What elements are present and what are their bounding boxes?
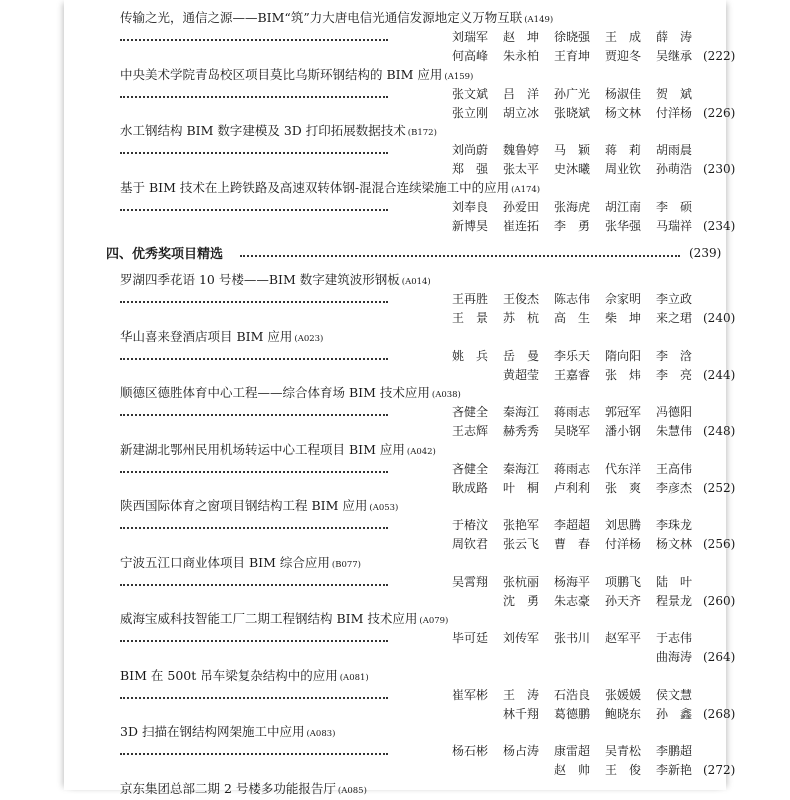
- author-row: [120, 742, 714, 760]
- author-name: 来之珺: [656, 311, 693, 325]
- entry-title-text: 3D 扫描在钢结构网架施工中应用: [120, 724, 305, 739]
- author-name: 叶 桐: [503, 480, 540, 495]
- entry-title: [120, 179, 540, 197]
- author-name: 刘思腾: [605, 518, 642, 532]
- author-names: [452, 217, 707, 235]
- author-name: 胡江南: [605, 199, 642, 214]
- author-names: [452, 592, 707, 610]
- author-name: [452, 592, 503, 610]
- author-name: 周钦君: [452, 537, 489, 551]
- entry-title-text: 中央美术学院青岛校区项目莫比乌斯环钢结构的 BIM 应用: [120, 66, 443, 82]
- author-name: 何高峰: [452, 49, 489, 63]
- page-number: (264): [703, 650, 736, 664]
- author-name: 孙天齐: [605, 593, 642, 608]
- author-name: 李 勇: [554, 218, 591, 233]
- page-number: (272): [703, 763, 736, 777]
- author-name: 杨文林: [656, 537, 693, 551]
- entry-title: [120, 723, 335, 741]
- entry-code: (A014): [401, 277, 431, 287]
- author-name: 苏 杭: [503, 311, 540, 325]
- dot-leader: [120, 301, 388, 303]
- page-number: (268): [703, 706, 736, 721]
- author-row: [120, 309, 736, 327]
- author-name: 王嘉睿: [554, 367, 591, 382]
- author-names: [452, 422, 707, 440]
- entry-title-text: 威海宝威科技智能工厂二期工程钢结构 BIM 技术应用: [120, 611, 418, 626]
- author-name: 朱志豪: [554, 593, 591, 608]
- author-name: [452, 705, 503, 723]
- author-name: 冯德阳: [656, 405, 693, 419]
- author-name: 张晓斌: [554, 105, 591, 120]
- author-names: [452, 648, 707, 666]
- author-name: 曹 春: [554, 537, 591, 551]
- author-row: [120, 686, 714, 704]
- author-names: [452, 85, 707, 103]
- author-name: 孙爱田: [503, 199, 540, 214]
- author-name: [452, 648, 503, 666]
- author-name: 吝健全: [452, 461, 489, 476]
- author-name: 黄超莹: [503, 367, 540, 382]
- entry-code: (A053): [369, 503, 399, 513]
- author-row: [120, 28, 714, 46]
- author-name: 林千翔: [503, 706, 540, 721]
- author-name: 崔连拓: [503, 218, 540, 233]
- author-name: 史沐曦: [554, 162, 591, 176]
- author-name: 徐晓强: [554, 30, 591, 44]
- author-name: 陈志伟: [554, 292, 591, 306]
- author-name: 赵 坤: [503, 30, 540, 44]
- dot-leader: [120, 697, 388, 699]
- page-number: (239): [689, 246, 722, 260]
- author-name: 吴继承: [656, 49, 693, 63]
- author-names: [452, 141, 707, 159]
- author-name: 李乐天: [554, 348, 591, 363]
- dot-leader: [120, 584, 388, 586]
- author-name: 张海虎: [554, 199, 591, 214]
- author-row: [120, 535, 736, 553]
- book-page: [64, 0, 736, 796]
- entry-code: (A023): [294, 333, 324, 344]
- author-name: 代东洋: [605, 461, 642, 476]
- dot-leader: [120, 39, 388, 41]
- author-name: 赵 帅: [554, 763, 591, 777]
- page-number: (222): [703, 49, 736, 63]
- entry-code: (A174): [511, 184, 541, 195]
- author-name: 张立刚: [452, 105, 489, 120]
- author-row: [120, 479, 736, 497]
- author-name: [554, 648, 605, 666]
- author-name: 杨淑佳: [605, 86, 642, 101]
- author-name: 秦海江: [503, 405, 540, 419]
- entry-code: (A079): [419, 616, 449, 626]
- page-number: (252): [703, 480, 736, 495]
- page-number: (248): [703, 424, 736, 438]
- author-row: [120, 347, 714, 365]
- entry-title: [120, 384, 461, 402]
- dot-leader: [120, 96, 388, 98]
- author-name: 王高伟: [656, 461, 693, 476]
- author-name: 魏鲁婷: [503, 143, 540, 157]
- author-name: 李新艳: [656, 763, 693, 777]
- author-name: 王 俊: [605, 763, 642, 777]
- author-name: 张艳军: [503, 518, 540, 532]
- author-row: [120, 573, 714, 591]
- author-name: 刘尚蔚: [452, 143, 489, 157]
- author-name: 薛 涛: [656, 30, 693, 44]
- page-number: (234): [703, 218, 736, 233]
- author-name: 刘奉良: [452, 199, 489, 214]
- author-name: 张媛媛: [605, 687, 642, 702]
- dot-leader: [120, 414, 388, 416]
- author-name: [503, 648, 554, 666]
- author-name: 杨石彬: [452, 744, 489, 758]
- author-name: 李彦杰: [656, 480, 693, 495]
- dot-leader: [120, 209, 388, 211]
- author-row: [120, 104, 736, 122]
- author-names: [452, 516, 707, 534]
- dot-leader: [120, 152, 388, 154]
- entry-title-text: 京东集团总部二期 2 号楼多功能报告厅: [120, 780, 336, 796]
- author-name: 姚 兵: [452, 348, 489, 363]
- author-names: [452, 47, 707, 65]
- entry-title: [120, 667, 369, 685]
- author-name: 岳 曼: [503, 348, 540, 363]
- page-number: (256): [703, 537, 736, 551]
- author-names: [452, 347, 707, 365]
- entry-code: (B077): [331, 559, 361, 570]
- entry-code: (A083): [306, 729, 336, 739]
- entry-code: (A081): [339, 672, 369, 683]
- author-names: [452, 160, 707, 178]
- author-names: [452, 479, 707, 497]
- author-name: 张太平: [503, 162, 540, 176]
- author-name: 吴晓军: [554, 424, 591, 438]
- author-name: 张云飞: [503, 537, 540, 551]
- entry-title: [120, 497, 398, 515]
- author-row: [120, 460, 714, 478]
- author-names: [452, 761, 707, 779]
- author-name: 李 浛: [656, 348, 693, 363]
- author-name: 鲍晓东: [605, 706, 642, 721]
- author-names: [452, 403, 707, 421]
- author-name: 王 涛: [503, 687, 540, 702]
- author-name: 康雷超: [554, 744, 591, 758]
- author-name: 蒋 莉: [605, 143, 642, 157]
- author-name: 于椿汶: [452, 518, 489, 532]
- entry-title: [120, 554, 361, 572]
- author-name: 项鹏飞: [605, 574, 642, 589]
- entry-code: (A038): [431, 390, 461, 400]
- author-name: 付洋杨: [605, 537, 642, 551]
- author-name: 李 亮: [656, 367, 693, 382]
- author-row: [120, 648, 736, 666]
- dot-leader: [120, 640, 388, 642]
- author-name: 马 颖: [554, 143, 591, 157]
- author-name: 于志伟: [656, 631, 693, 645]
- author-row: [120, 705, 736, 723]
- entry-code: (A042): [406, 446, 436, 457]
- page-number: (260): [703, 593, 736, 608]
- page-number: (226): [703, 105, 736, 120]
- author-name: 石浩良: [554, 687, 591, 702]
- entry-code: (A149): [524, 15, 554, 25]
- dot-leader: [120, 527, 388, 529]
- author-name: 吴霄翔: [452, 574, 489, 589]
- author-name: 耿成路: [452, 480, 489, 495]
- author-names: [452, 535, 707, 553]
- author-name: 曲海涛: [656, 650, 693, 664]
- page-number: (230): [703, 162, 736, 176]
- entry-title-text: 水工钢结构 BIM 数字建模及 3D 打印拓展数据技术: [120, 123, 406, 138]
- section-title: 四、优秀奖项目精选: [106, 247, 227, 262]
- author-name: 郭冠军: [605, 405, 642, 419]
- author-row: [120, 198, 714, 216]
- author-name: 新博昊: [452, 218, 489, 233]
- author-name: 侯文慧: [656, 687, 693, 702]
- author-row: [120, 761, 736, 779]
- author-name: 王志辉: [452, 424, 489, 438]
- author-names: [452, 198, 707, 216]
- entry-code: (A159): [444, 71, 474, 82]
- author-names: [452, 705, 707, 723]
- author-row: [120, 141, 714, 159]
- author-name: 吕 洋: [503, 86, 540, 101]
- author-name: 程景龙: [656, 593, 693, 608]
- section-heading: [106, 243, 722, 263]
- entry-title-text: 罗湖四季花语 10 号楼——BIM 数字建筑波形钢板: [120, 272, 400, 287]
- author-row: [120, 85, 714, 103]
- entry-title: [120, 780, 367, 798]
- page-number: (240): [703, 311, 736, 325]
- entry-title: [120, 271, 431, 289]
- entry-title: [120, 66, 473, 84]
- author-name: 贺 斌: [656, 86, 693, 101]
- author-name: 李鹏超: [656, 744, 693, 758]
- dot-leader: [120, 753, 388, 755]
- author-names: [452, 28, 707, 46]
- author-name: 杨海平: [554, 574, 591, 589]
- author-name: 刘传军: [503, 631, 540, 645]
- author-name: 孙 鑫: [656, 706, 693, 721]
- entry-title-text: 传输之光，通信之源——BIM“筑”力大唐电信光通信发源地定义万物互联: [120, 10, 523, 25]
- author-name: 朱慧伟: [656, 424, 693, 438]
- author-name: 高 生: [554, 311, 591, 325]
- author-name: [503, 761, 554, 779]
- author-names: [452, 366, 707, 384]
- entry-code: (A085): [337, 785, 367, 796]
- author-name: 潘小钢: [605, 424, 642, 438]
- author-row: [120, 592, 736, 610]
- dot-leader: [240, 255, 680, 257]
- author-name: 李 硕: [656, 199, 693, 214]
- author-row: [120, 366, 736, 384]
- author-name: 郑 强: [452, 162, 489, 176]
- author-name: 付洋杨: [656, 105, 693, 120]
- author-name: 杨文林: [605, 105, 642, 120]
- author-name: 胡雨晨: [656, 143, 693, 157]
- author-names: [452, 742, 707, 760]
- author-name: 隋向阳: [605, 348, 642, 363]
- author-name: 沈 勇: [503, 593, 540, 608]
- author-name: 王 景: [452, 311, 489, 325]
- author-name: 王育坤: [554, 49, 591, 63]
- entry-title-text: BIM 在 500t 吊车梁复杂结构中的应用: [120, 667, 338, 683]
- author-name: [605, 648, 656, 666]
- author-names: [452, 629, 707, 647]
- author-names: [452, 686, 707, 704]
- entry-title-text: 陕西国际体育之窗项目钢结构工程 BIM 应用: [120, 498, 368, 513]
- entry-code: (B172): [407, 128, 437, 138]
- entry-title-text: 基于 BIM 技术在上跨铁路及高速双转体钢-混混合连续梁施工中的应用: [120, 179, 510, 195]
- author-name: 毕可廷: [452, 631, 489, 645]
- author-names: [452, 290, 707, 308]
- author-name: 张文斌: [452, 86, 489, 101]
- author-name: [452, 761, 503, 779]
- author-name: 王再胜: [452, 292, 489, 306]
- author-name: 吝健全: [452, 405, 489, 419]
- entry-title-text: 华山喜来登酒店项目 BIM 应用: [120, 328, 293, 344]
- author-name: 赵军平: [605, 631, 642, 645]
- author-name: 崔军彬: [452, 687, 489, 702]
- author-names: [452, 309, 707, 327]
- author-name: 王俊杰: [503, 292, 540, 306]
- author-name: 刘瑞军: [452, 30, 489, 44]
- entry-title: [120, 441, 436, 459]
- author-name: 张书川: [554, 631, 591, 645]
- entry-title: [120, 9, 553, 27]
- page-number: (244): [703, 367, 736, 382]
- author-row: [120, 422, 736, 440]
- author-name: 马瑞祥: [656, 218, 693, 233]
- entry-title-text: 新建湖北鄂州民用机场转运中心工程项目 BIM 应用: [120, 441, 405, 457]
- author-name: 李超超: [554, 518, 591, 532]
- author-name: 秦海江: [503, 461, 540, 476]
- author-name: 李珠龙: [656, 518, 693, 532]
- author-row: [120, 47, 736, 65]
- entry-title: [120, 122, 437, 140]
- author-name: 杨占涛: [503, 744, 540, 758]
- author-name: 佘家明: [605, 292, 642, 306]
- author-name: 蒋雨志: [554, 461, 591, 476]
- entry-title: [120, 610, 448, 628]
- entry-title-text: 顺德区德胜体育中心工程——综合体育场 BIM 技术应用: [120, 385, 430, 400]
- author-name: 贾迎冬: [605, 49, 642, 63]
- author-name: 葛德鹏: [554, 706, 591, 721]
- author-name: 陆 叶: [656, 574, 693, 589]
- dot-leader: [120, 358, 388, 360]
- author-name: 孙萌浩: [656, 162, 693, 176]
- author-row: [120, 160, 736, 178]
- author-name: 卢利利: [554, 480, 591, 495]
- author-name: 张杭丽: [503, 574, 540, 589]
- author-names: [452, 460, 707, 478]
- entry-title-text: 宁波五江口商业体项目 BIM 综合应用: [120, 554, 330, 570]
- author-names: [452, 573, 707, 591]
- entry-title: [120, 328, 323, 346]
- dot-leader: [120, 471, 388, 473]
- author-name: 李立政: [656, 292, 693, 306]
- author-row: [120, 629, 714, 647]
- author-name: 孙广光: [554, 86, 591, 101]
- author-name: 柴 坤: [605, 311, 642, 325]
- author-name: 张华强: [605, 218, 642, 233]
- author-row: [120, 516, 714, 534]
- author-name: 胡立冰: [503, 105, 540, 120]
- author-name: 张 炜: [605, 367, 642, 382]
- author-name: 朱永柏: [503, 49, 540, 63]
- author-row: [120, 290, 714, 308]
- author-names: [452, 104, 707, 122]
- author-name: [452, 366, 503, 384]
- table-of-contents: [64, 0, 736, 796]
- author-name: 王 成: [605, 30, 642, 44]
- author-name: 赫秀秀: [503, 424, 540, 438]
- author-name: 周业钦: [605, 162, 642, 176]
- author-row: [120, 403, 714, 421]
- author-name: 张 爽: [605, 480, 642, 495]
- author-name: 蒋雨志: [554, 405, 591, 419]
- author-name: 吴青松: [605, 744, 642, 758]
- author-row: [120, 217, 736, 235]
